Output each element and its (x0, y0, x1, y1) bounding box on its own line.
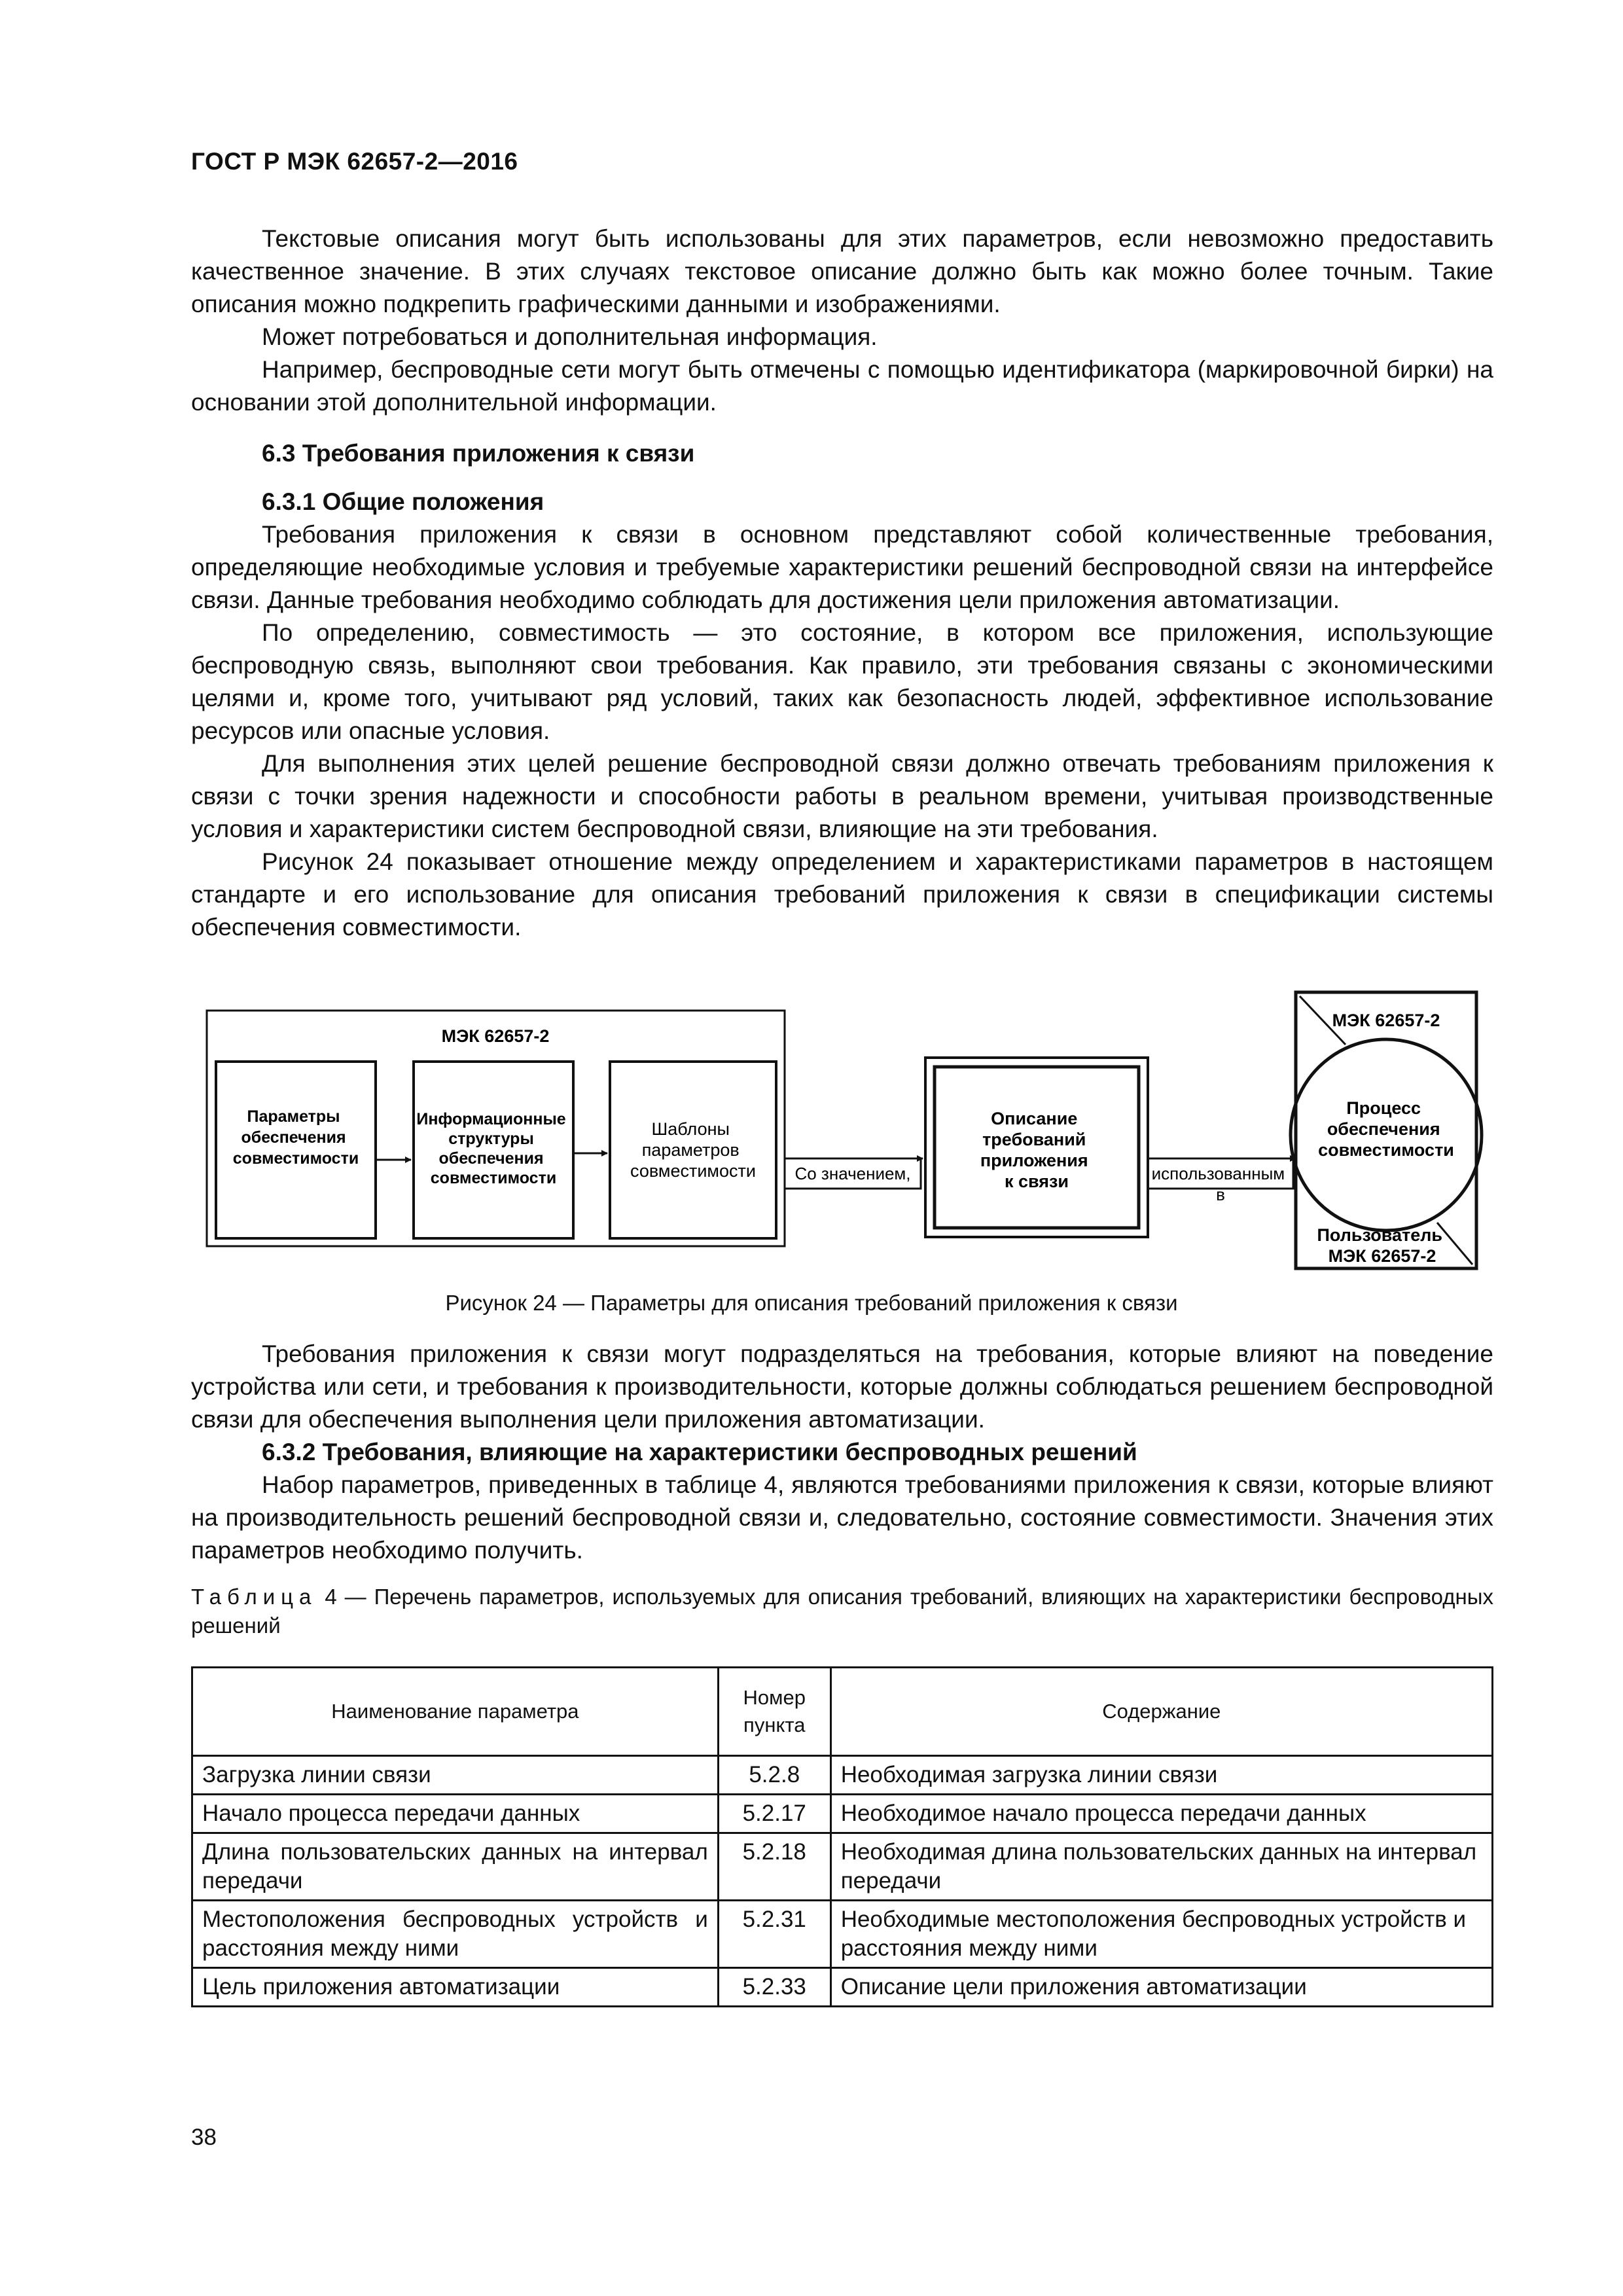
table-cell: 5.2.33 (718, 1968, 830, 2007)
paragraph: По определению, совместимость — это состояние, в котором все приложения, использующие беспроводную связь, выполняют свои требования. Как правило, эти требования связаны с экономическими целями и, кроме того, учитывают ряд условий, таких как безопасность людей, эффективное использование ресурсов или опасные условия. (191, 619, 1493, 744)
table-cell: 5.2.17 (718, 1795, 830, 1833)
box-info-structures-label: Информационные структуры обеспечения совместимости (416, 1110, 566, 1187)
paragraph: Например, беспроводные сети могут быть отмечены с помощью идентификатора (маркировочной бирки) на основании этой дополнительной информации. (191, 356, 1493, 416)
paragraph: Требования приложения к связи могут подразделяться на требования, которые влияют на поведение устройства или сети, и требования к производительности, которые должны соблюдаться решением беспроводной связи для обеспечения выполнения цели приложения автоматизации. (191, 1340, 1493, 1433)
paragraph: Набор параметров, приведенных в таблице 4, являются требованиями приложения к связи, которые влияют на производительность решений беспроводной связи и, следовательно, состояние совместимости. Значения этих параметров необходимо получить. (191, 1471, 1493, 1564)
column-header: Номер пункта (718, 1668, 830, 1756)
table-caption (191, 1583, 1493, 1640)
section-body (191, 1469, 1493, 1567)
table-caption-lead: Таблица (191, 1585, 317, 1609)
box-requirements-label: Описание требований приложения к связи (980, 1109, 1088, 1191)
table-row (192, 1756, 1493, 1795)
table-cell: Описание цели приложения автоматизации (830, 1968, 1492, 2007)
table-row (192, 1901, 1493, 1968)
box-parameters-label: Параметры обеспечения совместимости (232, 1107, 359, 1168)
table-cell: Необходимое начало процесса передачи данных (830, 1795, 1492, 1833)
table-cell: Цель приложения автоматизации (192, 1968, 719, 2007)
table-cell: Длина пользовательских данных на интервал передачи (192, 1833, 719, 1901)
table-row (192, 1968, 1493, 2007)
figure-caption: Рисунок 24 — Параметры для описания требований приложения к связи (445, 1291, 1178, 1315)
table-cell: Местоположения беспроводных устройств и расстояния между ними (192, 1901, 719, 1968)
table-cell: 5.2.18 (718, 1833, 830, 1901)
table-row (192, 1833, 1493, 1901)
label-with-value: Со значением, (794, 1164, 911, 1183)
table-cell: Загрузка линии связи (192, 1756, 719, 1795)
table-header-row (192, 1668, 1493, 1756)
document-header: ГОСТ Р МЭК 62657-2—2016 (191, 148, 518, 175)
table-row (192, 1795, 1493, 1833)
parameters-table (191, 1666, 1493, 2007)
table-cell: 5.2.8 (718, 1756, 830, 1795)
right-bottom-label: Пользователь МЭК 62657-2 (1317, 1225, 1442, 1266)
paragraph: Рисунок 24 показывает отношение между определением и характеристиками параметров в настоящем стандарте и его использование для описания требований приложения к связи в спецификации системы обеспечения совместимости. (191, 848, 1493, 941)
subsection-title: 6.3.1 Общие положения (262, 488, 544, 515)
column-header: Содержание (830, 1668, 1492, 1756)
paragraph: Требования приложения к связи в основном представляют собой количественные требования, определяющие необходимые условия и требуемые характеристики решений беспроводной связи на интерфейсе связи. Данные требования необходимо соблюдать для достижения цели приложения автоматизации. (191, 521, 1493, 613)
paragraph: Может потребоваться и дополнительная информация. (262, 323, 878, 350)
table-cell: Необходимая длина пользовательских данных на интервал передачи (830, 1833, 1492, 1901)
label-used-in: использованным в (1151, 1164, 1285, 1204)
table-cell: Необходимая загрузка линии связи (830, 1756, 1492, 1795)
section-title: 6.3 Требования приложения к связи (262, 440, 695, 467)
subsection-title: 6.3.2 Требования, влияющие на характеристики беспроводных решений (262, 1439, 1137, 1465)
table-cell: Необходимые местоположения беспроводных устройств и расстояния между ними (830, 1901, 1492, 1968)
table-caption-text: 4 — Перечень параметров, используемых для описания требований, влияющих на характеристики беспроводных решений (191, 1585, 1493, 1638)
group-label: МЭК 62657-2 (441, 1026, 550, 1046)
paragraph: Для выполнения этих целей решение беспроводной связи должно отвечать требованиям приложения к связи с точки зрения надежности и способности работы в реальном времени, учитывая производственные условия и характеристики систем беспроводной связи, влияющие на эти требования. (191, 750, 1493, 842)
paragraph: Текстовые описания могут быть использованы для этих параметров, если невозможно предоставить качественное значение. В этих случаях текстовое описание должно быть как можно более точным. Такие описания можно подкрепить графическими данными и изображениями. (191, 225, 1493, 317)
table-cell: 5.2.31 (718, 1901, 830, 1968)
box-templates-label: Шаблоны параметров совместимости (630, 1119, 756, 1181)
after-figure-block (191, 1338, 1493, 1436)
subsection-heading (191, 1436, 1493, 1469)
table-cell: Начало процесса передачи данных (192, 1795, 719, 1833)
right-top-label: МЭК 62657-2 (1332, 1011, 1440, 1030)
process-circle-label: Процесс обеспечения совместимости (1318, 1098, 1454, 1160)
column-header: Наименование параметра (192, 1668, 719, 1756)
page-number: 38 (191, 2125, 217, 2150)
